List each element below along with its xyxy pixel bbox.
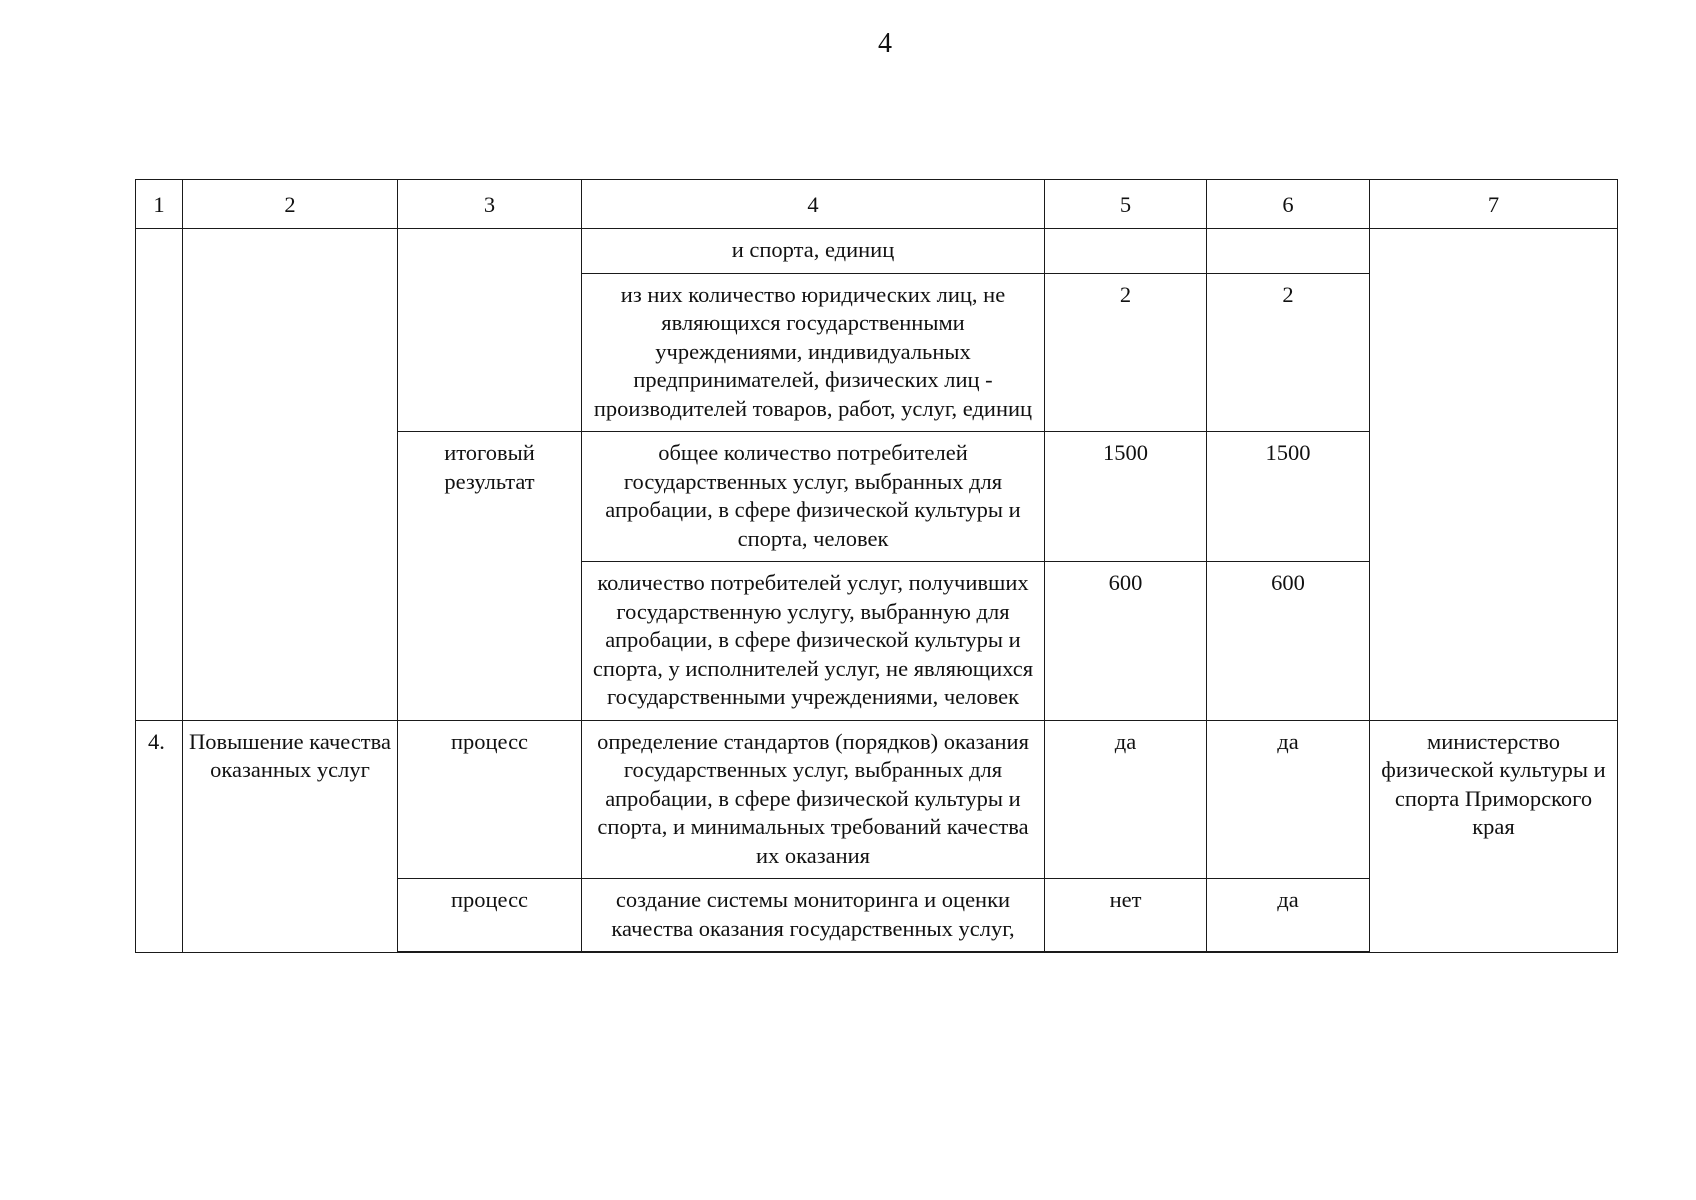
value-cell: да <box>1207 879 1370 953</box>
indicator-cell: из них количество юридических лиц, не являющихся государственными учреждениями, индивидуальных предпринимателей, физических лиц - производителей товаров, работ, услуг, единиц <box>582 273 1045 432</box>
cell-empty-name <box>183 229 398 721</box>
indicator-cell: и спорта, единиц <box>582 229 1045 274</box>
indicator-cell: создание системы мониторинга и оценки качества оказания государственных услуг, <box>582 879 1045 953</box>
responsible-cell: министерство физической культуры и спорта Приморского края <box>1370 720 1618 952</box>
value-cell: 600 <box>1045 562 1207 721</box>
cell-empty-responsible <box>1370 229 1618 721</box>
indicator-cell: общее количество потребителей государственных услуг, выбранных для апробации, в сфере физической культуры и спорта, человек <box>582 432 1045 562</box>
indicator-type-cell: процесс <box>398 720 582 879</box>
header-cell-4: 4 <box>582 180 1045 229</box>
indicators-table <box>135 179 1618 953</box>
value-cell <box>1045 229 1207 274</box>
value-cell: 600 <box>1207 562 1370 721</box>
page-number: 4 <box>878 28 892 59</box>
value-cell: 2 <box>1207 273 1370 432</box>
header-cell-2: 2 <box>183 180 398 229</box>
table-row <box>136 720 1618 879</box>
table-row <box>136 229 1618 274</box>
cell-empty-number <box>136 229 183 721</box>
value-cell: нет <box>1045 879 1207 953</box>
value-cell <box>1207 229 1370 274</box>
indicator-cell: определение стандартов (порядков) оказания государственных услуг, выбранных для апробации, в сфере физической культуры и спорта, и минимальных требований качества их оказания <box>582 720 1045 879</box>
column-number-row <box>136 180 1618 229</box>
value-cell: 1500 <box>1207 432 1370 562</box>
value-cell: да <box>1207 720 1370 879</box>
section-name-cell: Повышение качества оказанных услуг <box>183 720 398 952</box>
indicator-cell: количество потребителей услуг, получивших государственную услугу, выбранную для апробации, в сфере физической культуры и спорта, у исполнителей услуг, не являющихся государственными учреждениями, человек <box>582 562 1045 721</box>
header-cell-5: 5 <box>1045 180 1207 229</box>
header-cell-6: 6 <box>1207 180 1370 229</box>
cell-empty-type <box>398 229 582 432</box>
value-cell: 1500 <box>1045 432 1207 562</box>
header-cell-1: 1 <box>136 180 183 229</box>
header-cell-3: 3 <box>398 180 582 229</box>
header-cell-7: 7 <box>1370 180 1618 229</box>
section-number-cell: 4. <box>136 720 183 952</box>
indicator-type-cell: процесс <box>398 879 582 953</box>
value-cell: 2 <box>1045 273 1207 432</box>
indicator-type-cell: итоговый результат <box>398 432 582 721</box>
value-cell: да <box>1045 720 1207 879</box>
